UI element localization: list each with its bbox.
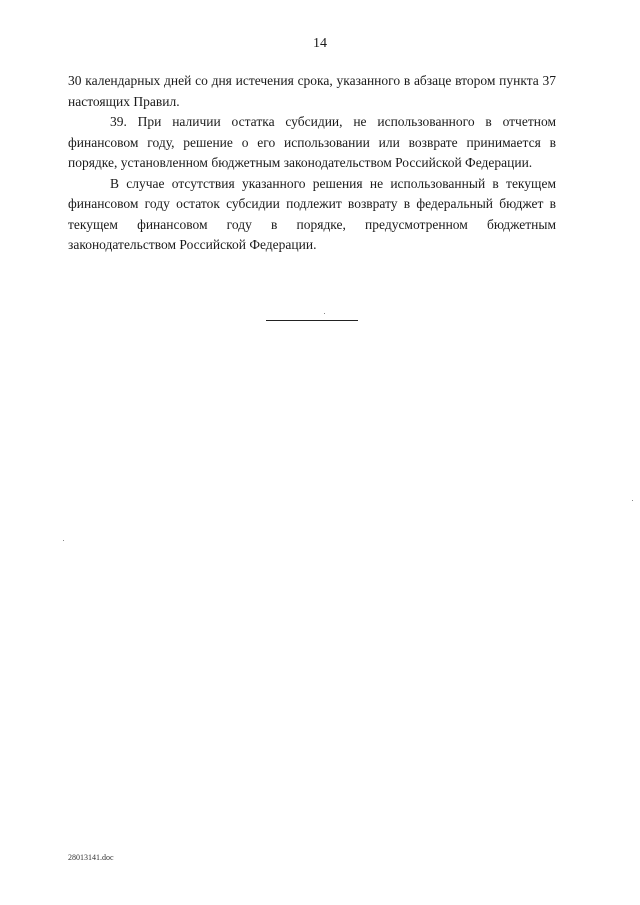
scan-speck <box>632 500 633 501</box>
paragraph-continuation: 30 календарных дней со дня истечения срока, указанного в абзаце втором пункта 37 настоящих Правил. <box>68 73 556 109</box>
page-number: 14 <box>313 36 327 51</box>
paragraph-absence-of-decision: В случае отсутствия указанного решения не использованный в текущем финансовом году остаток субсидии подлежит возврату в федеральный бюджет в текущем финансовом году в порядке, предусмотренном бюджетным законодательством Российской Федерации. <box>68 175 556 252</box>
footer-filename: 28013141.doc <box>68 853 114 862</box>
paragraph-item-39: 39. При наличии остатка субсидии, не использованного в отчетном финансовом году, решение о его использовании или возврате принимается в порядке, установленном бюджетным законодательством Российской Федерации. <box>68 114 556 170</box>
scan-speck <box>63 540 64 541</box>
scan-speck <box>324 313 325 314</box>
body-text <box>68 71 556 256</box>
end-separator-line <box>266 320 358 321</box>
